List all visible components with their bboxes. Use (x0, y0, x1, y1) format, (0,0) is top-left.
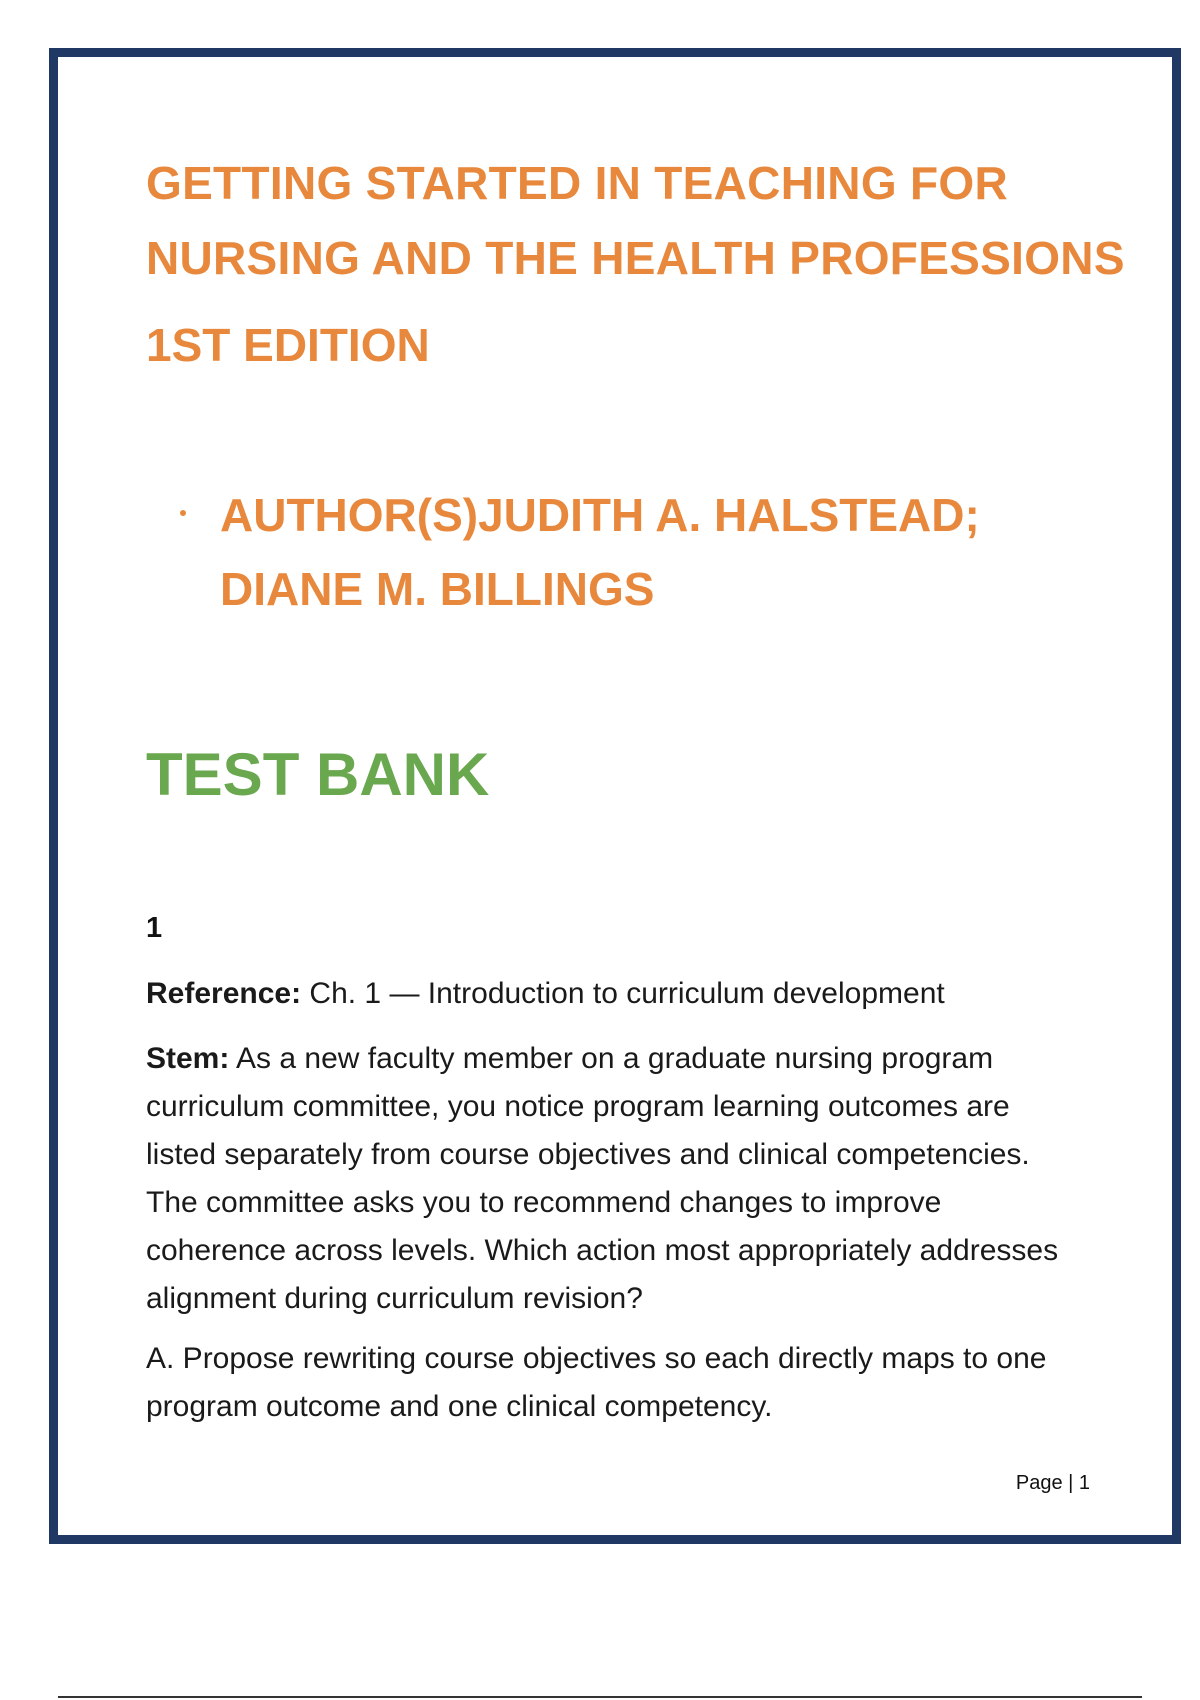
author-list: AUTHOR(S)JUDITH A. HALSTEAD; DIANE M. BILLINGS (220, 489, 980, 615)
reference-text: Ch. 1 — Introduction to curriculum development (301, 977, 945, 1010)
edition-label: 1ST EDITION (146, 319, 430, 371)
bullet-icon (180, 510, 186, 516)
question-stem (146, 1035, 1086, 1323)
question-number: 1 (146, 912, 163, 944)
stem-text: As a new faculty member on a graduate nursing program curriculum committee, you notice program learning outcomes are listed separately from course objectives and clinical competencies. The committee asks you to recommend changes to improve coherence across levels. Which action most appropriately addresses alignment during curriculum revision? (146, 1042, 1059, 1315)
answer-option-a: A. Propose rewriting course objectives so each directly maps to one program outcome and one clinical competency. (146, 1342, 1047, 1423)
question-reference (146, 970, 1086, 1018)
bottom-divider (58, 1696, 1142, 1698)
reference-label: Reference: (146, 977, 302, 1010)
test-bank-heading: TEST BANK (146, 741, 490, 808)
page-number: Page | 1 (1015, 1472, 1090, 1494)
title-block (146, 146, 1126, 383)
stem-label: Stem: (146, 1042, 230, 1075)
book-title: GETTING STARTED IN TEACHING FOR NURSING AND THE HEALTH PROFESSIONS (146, 157, 1125, 284)
